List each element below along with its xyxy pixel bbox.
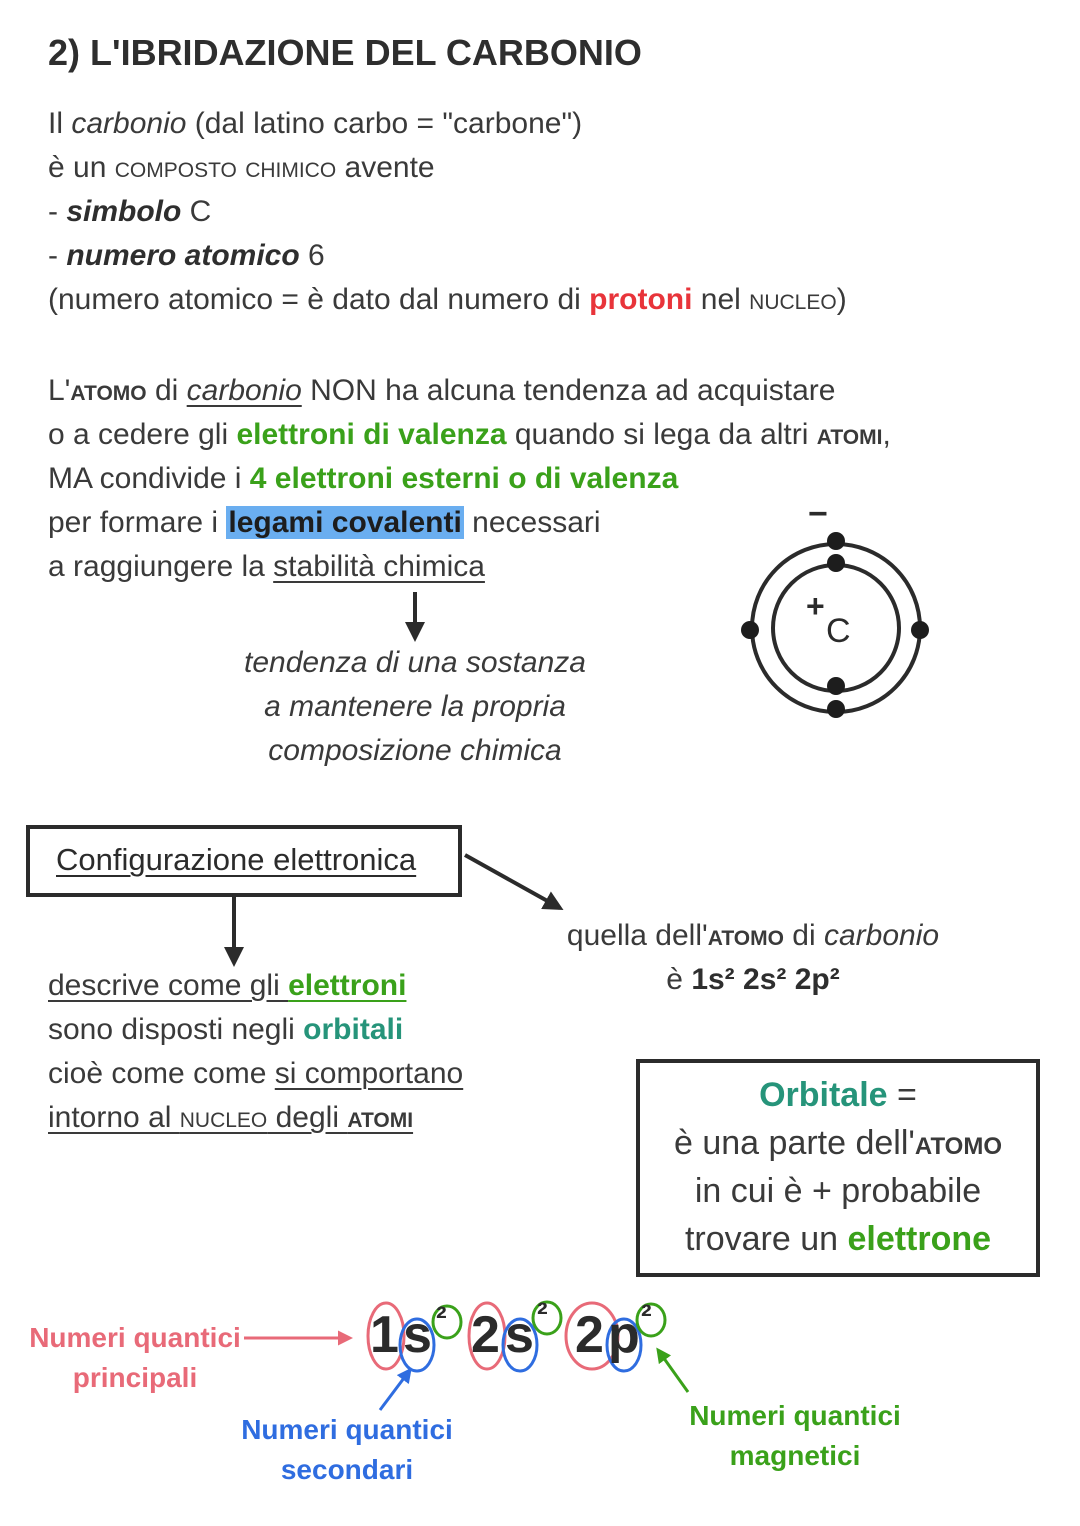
page-title: 2) L'IBRIDAZIONE DEL CARBONIO — [48, 32, 642, 73]
carbon-config-line-1: quella dell'atomo di carbonio — [566, 919, 940, 952]
orbitale-line-3: in cui è + probabile — [694, 1172, 982, 1210]
orbitale-line-1: Orbitale = — [759, 1076, 917, 1114]
intro-line-5: (numero atomico = è dato dal numero di protoni nel nucleo) — [48, 283, 847, 316]
intro-line-4: - numero atomico 6 — [48, 239, 325, 272]
label-magnetici: Numeri quantici magnetici — [689, 1400, 901, 1471]
config-line-1: descrive come gli elettroni — [48, 969, 407, 1002]
carbon-config-line-2: è 1s² 2s² 2p² — [666, 963, 840, 996]
atom-line-2: o a cedere gli elettroni di valenza quando si lega da altri atomi, — [48, 418, 891, 451]
electron-dot — [827, 554, 845, 572]
electron-dot — [827, 532, 845, 550]
config-box-label: Configurazione elettronica — [56, 842, 417, 877]
electron-formula: 1s² 2s² 2p² — [691, 963, 840, 996]
stability-definition: tendenza di una sostanza a mantenere la propria composizione chimica — [244, 646, 586, 767]
config-line-3: cioè come come si comportano — [48, 1057, 464, 1090]
electron-dot — [827, 677, 845, 695]
intro-line-3: - simbolo C — [48, 195, 212, 228]
orbitale-line-2: è una parte dell'atomo — [674, 1124, 1002, 1162]
carbon-symbol: C — [826, 612, 851, 650]
right-arrow-config — [465, 855, 560, 908]
atom-line-5: a raggiungere la stabilità chimica — [48, 550, 485, 583]
arrow-secondari — [380, 1370, 410, 1410]
arrow-magnetici — [658, 1350, 688, 1392]
electron-dot — [911, 621, 929, 639]
electron-dot — [741, 621, 759, 639]
orbitale-line-4: trovare un elettrone — [684, 1220, 992, 1258]
label-secondari: Numeri quantici secondari — [241, 1414, 453, 1485]
electron-dot — [827, 700, 845, 718]
config-line-2: sono disposti negli orbitali — [48, 1013, 404, 1046]
minus-sign: − — [808, 495, 828, 533]
config-description — [48, 964, 463, 1140]
highlighted-term: legami covalenti — [228, 506, 462, 539]
carbon-configuration — [536, 914, 970, 1002]
orbitale-box — [636, 1059, 1040, 1277]
atom-line-4: per formare i legami covalenti necessari — [48, 506, 601, 539]
label-principali: Numeri quantici principali — [29, 1322, 241, 1393]
atom-line-3: MA condivide i 4 elettroni esterni o di valenza — [48, 462, 679, 495]
intro-line-2: è un composto chimico avente — [48, 151, 435, 184]
atom-line-1: L'atomo di carbonio NON ha alcuna tendenza ad acquistare — [48, 374, 836, 407]
intro-line-1: Il carbonio (dal latino carbo = "carbone") — [48, 107, 583, 140]
config-box — [26, 825, 462, 897]
plus-sign: + — [806, 588, 825, 624]
config-line-4: intorno al nucleo degli atomi — [48, 1101, 414, 1134]
